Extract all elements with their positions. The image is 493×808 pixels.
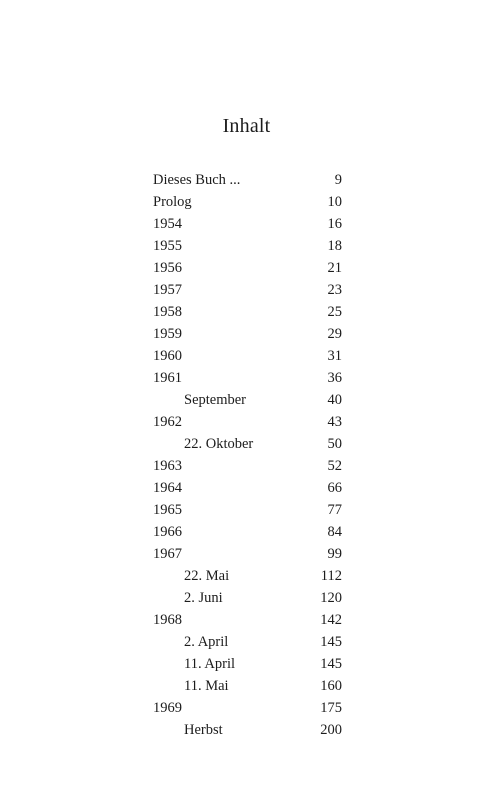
toc-entry-label: 2. Juni bbox=[184, 590, 223, 606]
toc-entry bbox=[153, 301, 342, 323]
toc-subentry bbox=[153, 587, 342, 609]
toc-entry bbox=[153, 455, 342, 477]
toc-subentry bbox=[153, 719, 342, 741]
toc-entry-label: Herbst bbox=[184, 722, 223, 738]
toc-subentry bbox=[153, 675, 342, 697]
toc-entry-label: 1967 bbox=[153, 546, 182, 562]
toc-subentry bbox=[153, 565, 342, 587]
toc-page-number: 175 bbox=[320, 700, 342, 716]
toc-entry-label: 1960 bbox=[153, 348, 182, 364]
toc-page-number: 16 bbox=[327, 216, 342, 232]
toc-entry-label: 1968 bbox=[153, 612, 182, 628]
toc-page-number: 145 bbox=[320, 656, 342, 672]
toc-entry-label: 11. Mai bbox=[184, 678, 229, 694]
toc-page-number: 52 bbox=[327, 458, 342, 474]
toc-entry-label: 1958 bbox=[153, 304, 182, 320]
toc-entry bbox=[153, 257, 342, 279]
toc-page-number: 99 bbox=[327, 546, 342, 562]
toc-entry bbox=[153, 499, 342, 521]
toc-entry-label: 1955 bbox=[153, 238, 182, 254]
toc-heading: Inhalt bbox=[222, 115, 271, 137]
toc-page-number: 40 bbox=[327, 392, 342, 408]
toc-entry-label: 22. Oktober bbox=[184, 436, 254, 452]
toc-entry bbox=[153, 477, 342, 499]
toc-entry bbox=[153, 697, 342, 719]
toc-entry bbox=[153, 213, 342, 235]
toc-page-number: 120 bbox=[320, 590, 342, 606]
toc-page-number: 23 bbox=[327, 282, 342, 298]
toc-page-number: 50 bbox=[327, 436, 342, 452]
toc-entry-label: 11. April bbox=[184, 656, 236, 672]
toc-page-number: 29 bbox=[327, 326, 342, 342]
toc-entry bbox=[153, 521, 342, 543]
toc-entry bbox=[153, 169, 342, 191]
toc-page-number: 25 bbox=[327, 304, 342, 320]
toc-page-number: 200 bbox=[320, 722, 342, 738]
toc-entry-label: 1956 bbox=[153, 260, 182, 276]
toc-subentry bbox=[153, 653, 342, 675]
toc-subentry bbox=[153, 433, 342, 455]
toc-entry-label: 1959 bbox=[153, 326, 182, 342]
toc-entry-label: 1954 bbox=[153, 216, 182, 232]
toc-page-number: 77 bbox=[327, 502, 342, 518]
toc-page-number: 9 bbox=[334, 172, 342, 188]
toc-page-number: 145 bbox=[320, 634, 342, 650]
toc-entry-label: 1965 bbox=[153, 502, 182, 518]
toc-page-number: 18 bbox=[327, 238, 342, 254]
toc-entry-label: 1969 bbox=[153, 700, 182, 716]
toc-entry bbox=[153, 367, 342, 389]
toc-entry bbox=[153, 609, 342, 631]
toc-entry-label: 1963 bbox=[153, 458, 182, 474]
toc-page-number: 160 bbox=[320, 678, 342, 694]
toc-entry bbox=[153, 323, 342, 345]
toc-entry bbox=[153, 279, 342, 301]
toc-entry-label: 1957 bbox=[153, 282, 182, 298]
toc-page-number: 142 bbox=[320, 612, 342, 628]
toc-entry-label: Prolog bbox=[153, 194, 192, 210]
toc-entry bbox=[153, 191, 342, 213]
toc-page-number: 10 bbox=[327, 194, 342, 210]
toc-page-number: 84 bbox=[327, 524, 342, 540]
toc-list bbox=[153, 169, 342, 741]
toc-page-number: 21 bbox=[327, 260, 342, 276]
toc-entry bbox=[153, 411, 342, 433]
toc-page-number: 36 bbox=[327, 370, 342, 386]
toc-entry-label: September bbox=[184, 392, 247, 408]
toc-page-number: 31 bbox=[327, 348, 342, 364]
toc-page-number: 43 bbox=[327, 414, 342, 430]
toc-entry-label: Dieses Buch ... bbox=[153, 172, 241, 188]
toc-page-number: 66 bbox=[327, 480, 342, 496]
toc-subentry bbox=[153, 389, 342, 411]
toc-entry-label: 1966 bbox=[153, 524, 182, 540]
toc-entry-label: 1961 bbox=[153, 370, 182, 386]
toc-entry-label: 1962 bbox=[153, 414, 182, 430]
toc-entry-label: 2. April bbox=[184, 634, 229, 650]
toc-subentry bbox=[153, 631, 342, 653]
toc-entry bbox=[153, 543, 342, 565]
toc-entry bbox=[153, 235, 342, 257]
toc-entry-label: 22. Mai bbox=[184, 568, 230, 584]
toc-entry-label: 1964 bbox=[153, 480, 182, 496]
toc-page-number: 112 bbox=[320, 568, 342, 584]
toc-entry bbox=[153, 345, 342, 367]
